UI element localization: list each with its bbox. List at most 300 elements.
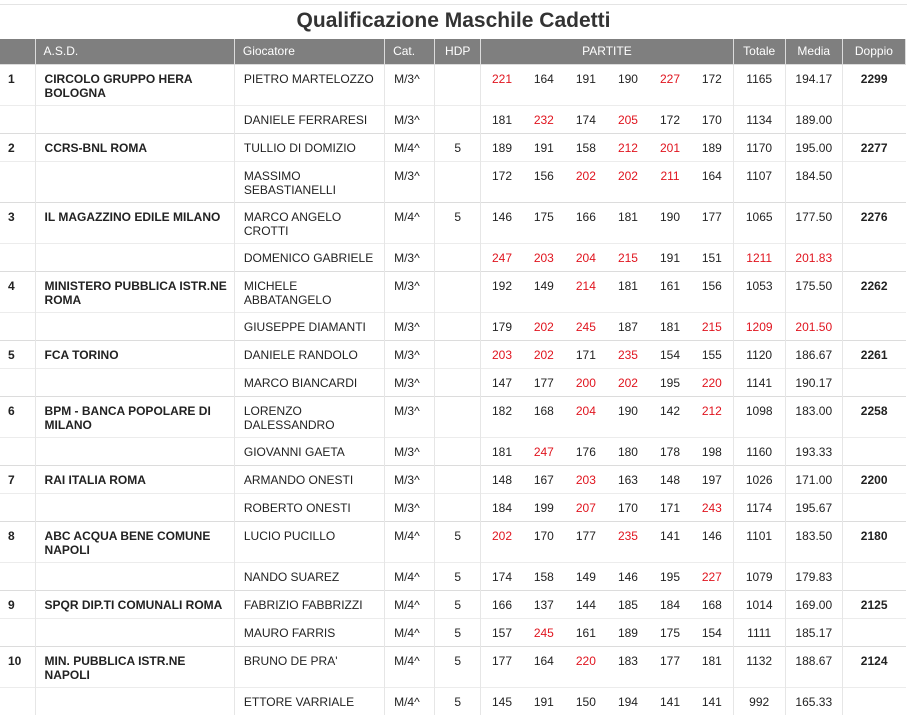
player-handicap: 5 [435, 562, 481, 590]
team-club: FCA TORINO [35, 340, 234, 368]
game-score: 195 [649, 562, 691, 590]
player-handicap [435, 465, 481, 493]
player-handicap [435, 243, 481, 271]
game-score: 172 [481, 161, 523, 202]
game-score: 235 [607, 521, 649, 562]
game-score: 168 [691, 590, 733, 618]
team-position: 7 [0, 465, 35, 493]
team-position-empty [0, 437, 35, 465]
table-row [0, 271, 906, 312]
team-position: 9 [0, 590, 35, 618]
game-score: 177 [649, 646, 691, 687]
game-score: 175 [523, 202, 565, 243]
game-score: 147 [481, 368, 523, 396]
game-score: 156 [523, 161, 565, 202]
game-score: 174 [565, 105, 607, 133]
game-score: 154 [649, 340, 691, 368]
player-handicap: 5 [435, 590, 481, 618]
game-score: 172 [649, 105, 691, 133]
player-name: ARMANDO ONESTI [234, 465, 384, 493]
game-score: 158 [565, 133, 607, 161]
header-partite: PARTITE [481, 39, 733, 64]
player-average: 195.00 [785, 133, 842, 161]
team-doppio: 2124 [842, 646, 905, 687]
game-score: 227 [691, 562, 733, 590]
player-average: 183.00 [785, 396, 842, 437]
player-total: 1160 [733, 437, 785, 465]
player-category: M/3^ [385, 396, 435, 437]
game-score: 205 [607, 105, 649, 133]
team-doppio-empty [842, 493, 905, 521]
game-score: 170 [607, 493, 649, 521]
player-category: M/4^ [385, 646, 435, 687]
game-score: 184 [481, 493, 523, 521]
player-category: M/4^ [385, 687, 435, 715]
player-name: MARCO ANGELO CROTTI [234, 202, 384, 243]
game-score: 177 [523, 368, 565, 396]
player-name: MICHELE ABBATANGELO [234, 271, 384, 312]
player-handicap [435, 271, 481, 312]
player-total: 1134 [733, 105, 785, 133]
game-score: 189 [607, 618, 649, 646]
player-category: M/4^ [385, 590, 435, 618]
game-score: 235 [607, 340, 649, 368]
team-position-empty [0, 105, 35, 133]
player-total: 1132 [733, 646, 785, 687]
team-position-empty [0, 562, 35, 590]
player-total: 1101 [733, 521, 785, 562]
table-row [0, 521, 906, 562]
game-score: 156 [691, 271, 733, 312]
team-doppio: 2277 [842, 133, 905, 161]
header-hdp: HDP [435, 39, 481, 64]
game-score: 190 [649, 202, 691, 243]
team-club: CIRCOLO GRUPPO HERA BOLOGNA [35, 64, 234, 105]
game-score: 146 [691, 521, 733, 562]
game-score: 180 [607, 437, 649, 465]
table-row [0, 64, 906, 105]
player-name: LORENZO DALESSANDRO [234, 396, 384, 437]
team-club-empty [35, 618, 234, 646]
player-average: 201.83 [785, 243, 842, 271]
table-row [0, 133, 906, 161]
game-score: 148 [649, 465, 691, 493]
player-name: MARCO BIANCARDI [234, 368, 384, 396]
player-category: M/4^ [385, 562, 435, 590]
game-score: 141 [649, 687, 691, 715]
game-score: 177 [481, 646, 523, 687]
team-doppio: 2276 [842, 202, 905, 243]
team-club-empty [35, 437, 234, 465]
table-row [0, 340, 906, 368]
team-position-empty [0, 243, 35, 271]
table-row [0, 687, 906, 715]
team-doppio: 2180 [842, 521, 905, 562]
player-average: 193.33 [785, 437, 842, 465]
player-total: 992 [733, 687, 785, 715]
player-category: M/3^ [385, 161, 435, 202]
team-club: ABC ACQUA BENE COMUNE NAPOLI [35, 521, 234, 562]
player-average: 188.67 [785, 646, 842, 687]
team-doppio: 2262 [842, 271, 905, 312]
game-score: 214 [565, 271, 607, 312]
player-total: 1141 [733, 368, 785, 396]
game-score: 202 [481, 521, 523, 562]
game-score: 183 [607, 646, 649, 687]
game-score: 141 [649, 521, 691, 562]
player-name: DANIELE FERRARESI [234, 105, 384, 133]
team-position: 1 [0, 64, 35, 105]
game-score: 167 [523, 465, 565, 493]
team-doppio: 2261 [842, 340, 905, 368]
player-handicap [435, 105, 481, 133]
game-score: 137 [523, 590, 565, 618]
player-handicap [435, 340, 481, 368]
game-score: 181 [481, 105, 523, 133]
player-name: DOMENICO GABRIELE [234, 243, 384, 271]
team-position-empty [0, 312, 35, 340]
game-score: 200 [565, 368, 607, 396]
team-doppio-empty [842, 161, 905, 202]
team-club: MIN. PUBBLICA ISTR.NE NAPOLI [35, 646, 234, 687]
table-row [0, 312, 906, 340]
game-score: 204 [565, 396, 607, 437]
team-position: 2 [0, 133, 35, 161]
game-score: 232 [523, 105, 565, 133]
team-doppio-empty [842, 437, 905, 465]
game-score: 202 [607, 161, 649, 202]
player-category: M/3^ [385, 368, 435, 396]
game-score: 150 [565, 687, 607, 715]
header-player: Giocatore [234, 39, 384, 64]
player-total: 1170 [733, 133, 785, 161]
player-category: M/3^ [385, 271, 435, 312]
player-handicap: 5 [435, 646, 481, 687]
game-score: 191 [565, 64, 607, 105]
header-club: A.S.D. [35, 39, 234, 64]
game-score: 166 [481, 590, 523, 618]
team-doppio-empty [842, 618, 905, 646]
team-doppio: 2299 [842, 64, 905, 105]
player-category: M/3^ [385, 312, 435, 340]
game-score: 194 [607, 687, 649, 715]
player-handicap: 5 [435, 618, 481, 646]
top-divider [0, 4, 907, 5]
player-average: 171.00 [785, 465, 842, 493]
game-score: 181 [607, 202, 649, 243]
game-score: 204 [565, 243, 607, 271]
team-club: SPQR DIP.TI COMUNALI ROMA [35, 590, 234, 618]
game-score: 184 [649, 590, 691, 618]
game-score: 161 [565, 618, 607, 646]
game-score: 172 [691, 64, 733, 105]
team-position-empty [0, 493, 35, 521]
table-row [0, 368, 906, 396]
player-total: 1053 [733, 271, 785, 312]
game-score: 215 [607, 243, 649, 271]
player-total: 1165 [733, 64, 785, 105]
game-score: 181 [691, 646, 733, 687]
game-score: 202 [523, 312, 565, 340]
player-handicap [435, 396, 481, 437]
game-score: 215 [691, 312, 733, 340]
player-name: TULLIO DI DOMIZIO [234, 133, 384, 161]
player-name: ETTORE VARRIALE [234, 687, 384, 715]
player-total: 1111 [733, 618, 785, 646]
game-score: 199 [523, 493, 565, 521]
team-doppio-empty [842, 105, 905, 133]
team-doppio-empty [842, 687, 905, 715]
table-row [0, 202, 906, 243]
game-score: 163 [607, 465, 649, 493]
team-club-empty [35, 493, 234, 521]
game-score: 170 [691, 105, 733, 133]
player-handicap [435, 64, 481, 105]
player-category: M/4^ [385, 202, 435, 243]
player-category: M/3^ [385, 64, 435, 105]
game-score: 154 [691, 618, 733, 646]
game-score: 144 [565, 590, 607, 618]
team-doppio: 2125 [842, 590, 905, 618]
player-category: M/3^ [385, 105, 435, 133]
player-name: LUCIO PUCILLO [234, 521, 384, 562]
player-average: 189.00 [785, 105, 842, 133]
game-score: 197 [691, 465, 733, 493]
game-score: 243 [691, 493, 733, 521]
game-score: 201 [649, 133, 691, 161]
game-score: 145 [481, 687, 523, 715]
player-handicap: 5 [435, 687, 481, 715]
table-row [0, 396, 906, 437]
player-name: MAURO FARRIS [234, 618, 384, 646]
table-row [0, 618, 906, 646]
player-name: DANIELE RANDOLO [234, 340, 384, 368]
player-category: M/4^ [385, 618, 435, 646]
player-average: 201.50 [785, 312, 842, 340]
game-score: 191 [649, 243, 691, 271]
player-category: M/3^ [385, 465, 435, 493]
player-handicap [435, 312, 481, 340]
table-row [0, 562, 906, 590]
player-average: 179.83 [785, 562, 842, 590]
game-score: 181 [481, 437, 523, 465]
team-position-empty [0, 687, 35, 715]
player-handicap: 5 [435, 521, 481, 562]
player-name: NANDO SUAREZ [234, 562, 384, 590]
player-category: M/3^ [385, 493, 435, 521]
game-score: 148 [481, 465, 523, 493]
header-row [0, 39, 906, 64]
game-score: 220 [565, 646, 607, 687]
table-row [0, 243, 906, 271]
team-doppio: 2258 [842, 396, 905, 437]
player-name: PIETRO MARTELOZZO [234, 64, 384, 105]
player-total: 1211 [733, 243, 785, 271]
player-average: 194.17 [785, 64, 842, 105]
game-score: 141 [691, 687, 733, 715]
player-average: 169.00 [785, 590, 842, 618]
game-score: 212 [691, 396, 733, 437]
game-score: 203 [565, 465, 607, 493]
game-score: 189 [481, 133, 523, 161]
game-score: 178 [649, 437, 691, 465]
team-club: CCRS-BNL ROMA [35, 133, 234, 161]
game-score: 168 [523, 396, 565, 437]
game-score: 166 [565, 202, 607, 243]
game-score: 191 [523, 687, 565, 715]
player-category: M/3^ [385, 243, 435, 271]
team-club-empty [35, 161, 234, 202]
team-doppio-empty [842, 562, 905, 590]
game-score: 245 [565, 312, 607, 340]
game-score: 195 [649, 368, 691, 396]
team-position-empty [0, 618, 35, 646]
game-score: 157 [481, 618, 523, 646]
game-score: 177 [565, 521, 607, 562]
player-name: MASSIMO SEBASTIANELLI [234, 161, 384, 202]
game-score: 190 [607, 64, 649, 105]
game-score: 207 [565, 493, 607, 521]
team-doppio-empty [842, 243, 905, 271]
game-score: 146 [481, 202, 523, 243]
game-score: 189 [691, 133, 733, 161]
game-score: 185 [607, 590, 649, 618]
game-score: 247 [523, 437, 565, 465]
game-score: 161 [649, 271, 691, 312]
player-average: 190.17 [785, 368, 842, 396]
game-score: 190 [607, 396, 649, 437]
team-doppio-empty [842, 312, 905, 340]
player-total: 1065 [733, 202, 785, 243]
table-row [0, 493, 906, 521]
team-doppio-empty [842, 368, 905, 396]
header-doppio: Doppio [842, 39, 905, 64]
game-score: 164 [691, 161, 733, 202]
player-average: 177.50 [785, 202, 842, 243]
team-club: BPM - BANCA POPOLARE DI MILANO [35, 396, 234, 437]
player-total: 1120 [733, 340, 785, 368]
game-score: 164 [523, 646, 565, 687]
player-name: GIUSEPPE DIAMANTI [234, 312, 384, 340]
team-doppio: 2200 [842, 465, 905, 493]
player-average: 165.33 [785, 687, 842, 715]
player-average: 184.50 [785, 161, 842, 202]
game-score: 171 [649, 493, 691, 521]
header-cat: Cat. [385, 39, 435, 64]
player-name: ROBERTO ONESTI [234, 493, 384, 521]
game-score: 149 [565, 562, 607, 590]
team-position-empty [0, 368, 35, 396]
player-handicap: 5 [435, 133, 481, 161]
team-position: 5 [0, 340, 35, 368]
game-score: 202 [565, 161, 607, 202]
team-position: 4 [0, 271, 35, 312]
game-score: 182 [481, 396, 523, 437]
game-score: 192 [481, 271, 523, 312]
game-score: 203 [523, 243, 565, 271]
table-row [0, 465, 906, 493]
team-position: 3 [0, 202, 35, 243]
team-club-empty [35, 562, 234, 590]
team-club: IL MAGAZZINO EDILE MILANO [35, 202, 234, 243]
game-score: 187 [607, 312, 649, 340]
results-table [0, 39, 906, 715]
game-score: 158 [523, 562, 565, 590]
player-name: BRUNO DE PRA' [234, 646, 384, 687]
team-club-empty [35, 368, 234, 396]
table-row [0, 590, 906, 618]
table-row [0, 437, 906, 465]
game-score: 155 [691, 340, 733, 368]
player-total: 1026 [733, 465, 785, 493]
player-average: 175.50 [785, 271, 842, 312]
header-totale: Totale [733, 39, 785, 64]
game-score: 220 [691, 368, 733, 396]
game-score: 149 [523, 271, 565, 312]
team-club-empty [35, 105, 234, 133]
player-handicap [435, 437, 481, 465]
team-club-empty [35, 312, 234, 340]
table-row [0, 161, 906, 202]
team-club: RAI ITALIA ROMA [35, 465, 234, 493]
game-score: 211 [649, 161, 691, 202]
game-score: 174 [481, 562, 523, 590]
header-media: Media [785, 39, 842, 64]
game-score: 181 [649, 312, 691, 340]
team-club-empty [35, 687, 234, 715]
page-title: Qualificazione Maschile Cadetti [296, 9, 611, 32]
player-category: M/3^ [385, 437, 435, 465]
team-position: 6 [0, 396, 35, 437]
header-pos [0, 39, 35, 64]
player-name: GIOVANNI GAETA [234, 437, 384, 465]
player-average: 183.50 [785, 521, 842, 562]
player-total: 1014 [733, 590, 785, 618]
team-position: 8 [0, 521, 35, 562]
game-score: 245 [523, 618, 565, 646]
player-total: 1079 [733, 562, 785, 590]
player-average: 185.17 [785, 618, 842, 646]
player-category: M/4^ [385, 521, 435, 562]
player-handicap: 5 [435, 202, 481, 243]
game-score: 212 [607, 133, 649, 161]
game-score: 247 [481, 243, 523, 271]
game-score: 202 [523, 340, 565, 368]
player-handicap [435, 161, 481, 202]
game-score: 151 [691, 243, 733, 271]
player-total: 1209 [733, 312, 785, 340]
player-handicap [435, 368, 481, 396]
table-row [0, 105, 906, 133]
player-total: 1174 [733, 493, 785, 521]
game-score: 170 [523, 521, 565, 562]
player-name: FABRIZIO FABBRIZZI [234, 590, 384, 618]
team-club-empty [35, 243, 234, 271]
game-score: 175 [649, 618, 691, 646]
game-score: 227 [649, 64, 691, 105]
game-score: 142 [649, 396, 691, 437]
player-category: M/3^ [385, 340, 435, 368]
player-total: 1107 [733, 161, 785, 202]
table-row [0, 646, 906, 687]
game-score: 177 [691, 202, 733, 243]
player-average: 186.67 [785, 340, 842, 368]
game-score: 171 [565, 340, 607, 368]
team-position: 10 [0, 646, 35, 687]
team-club: MINISTERO PUBBLICA ISTR.NE ROMA [35, 271, 234, 312]
player-category: M/4^ [385, 133, 435, 161]
game-score: 164 [523, 64, 565, 105]
